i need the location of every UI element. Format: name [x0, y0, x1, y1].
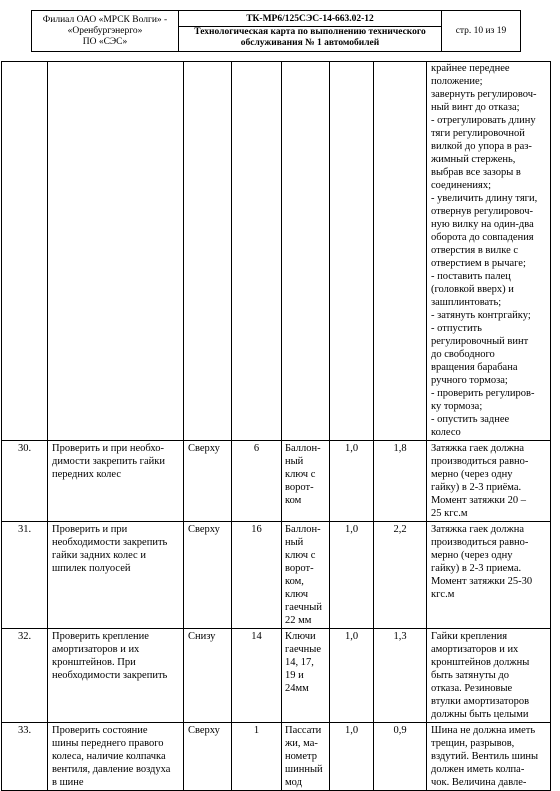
document-title-cell: [179, 11, 442, 52]
grade-cell: 1,0: [330, 723, 374, 791]
requirement-line: должен иметь колпа-: [431, 764, 525, 775]
tool-line: нометр: [285, 751, 317, 762]
requirement-line: трещин, разрывов,: [431, 738, 515, 749]
tool-line: гаечный: [285, 602, 322, 613]
tool-cell: [282, 522, 330, 629]
operation-line: Проверить и при необхо-: [52, 443, 164, 454]
organization-cell: [32, 11, 179, 52]
operation-cell: [48, 522, 184, 629]
requirement-line: амортизаторов и их: [431, 644, 519, 655]
requirement-line: Гайки крепления: [431, 631, 508, 642]
grade-cell: 1,0: [330, 522, 374, 629]
labor-cell: 0,9: [374, 723, 427, 791]
requirement-line: гайку) в 2-3 приёма.: [431, 482, 522, 493]
requirement-line: ручного тормоза;: [431, 375, 508, 386]
requirement-line: регулировочный винт: [431, 336, 529, 347]
requirement-line: отказа. Резиновые: [431, 683, 513, 694]
row-number: 32.: [2, 629, 48, 723]
tool-line: ком: [285, 495, 302, 506]
tool-line: ный: [285, 456, 304, 467]
grade-cell: 1,0: [330, 629, 374, 723]
continued-row: [2, 62, 551, 441]
count-cell: 6: [232, 441, 282, 522]
row-number: 31.: [2, 522, 48, 629]
operation-line: необходимости закрепить: [52, 670, 168, 681]
tool-line: Баллон-: [285, 524, 321, 535]
document-code: ТК-МР6/125СЭС-14-663.02-12: [179, 13, 441, 27]
requirement-line: производиться равно-: [431, 456, 529, 467]
tool-line: Пассати: [285, 725, 322, 736]
count-cell: 16: [232, 522, 282, 629]
requirement-line: соединениях;: [431, 180, 492, 191]
requirement-line: завернуть регулировоч-: [431, 89, 537, 100]
requirements-cell: [427, 629, 551, 723]
tool-line: мод: [285, 777, 302, 788]
requirement-line: чок. Величина давле-: [431, 777, 527, 788]
table-row: [2, 629, 551, 723]
requirement-line: отверстия в вилке с: [431, 245, 519, 256]
operation-line: колеса, наличие колпачка: [52, 751, 166, 762]
row-number: 30.: [2, 441, 48, 522]
tool-line: 19 и: [285, 670, 304, 681]
operation-line: передних колес: [52, 469, 122, 480]
requirement-line: зашплинтовать;: [431, 297, 502, 308]
operation-line: амортизаторов и их: [52, 644, 140, 655]
requirement-line: Момент затяжки 20 –: [431, 495, 527, 506]
requirement-line: быть затянуты до: [431, 670, 509, 681]
requirement-line: - увеличить длину тяги,: [431, 193, 538, 204]
operation-cell: [48, 723, 184, 791]
operation-line: в шине: [52, 777, 84, 788]
tool-line: Баллон-: [285, 443, 321, 454]
place-cell: Сверху: [184, 441, 232, 522]
operation-line: Проверить и при: [52, 524, 128, 535]
requirement-line: вращения барабана: [431, 362, 518, 373]
place-cell: Сверху: [184, 522, 232, 629]
requirement-line: (головкой вверх) и: [431, 284, 514, 295]
tool-line: ком,: [285, 576, 304, 587]
requirement-line: Шина не должна иметь: [431, 725, 536, 736]
place-cell: Сверху: [184, 723, 232, 791]
count-cell: 14: [232, 629, 282, 723]
requirement-line: выбрав все зазоры в: [431, 167, 521, 178]
requirement-line: - опустить заднее: [431, 414, 510, 425]
requirement-line: вздутий. Вентиль шины: [431, 751, 539, 762]
place-cell: Снизу: [184, 629, 232, 723]
requirement-line: ный винт до отказа;: [431, 102, 520, 113]
continued-requirements: [427, 62, 551, 441]
operation-cell: [48, 629, 184, 723]
requirement-line: - затянуть контргайку;: [431, 310, 531, 321]
requirement-line: колесо: [431, 427, 461, 438]
operation-line: шпилек полуосей: [52, 563, 131, 574]
requirement-line: до свободного: [431, 349, 495, 360]
requirement-line: Затяжка гаек должна: [431, 524, 524, 535]
document-header: [31, 10, 521, 52]
tool-line: ворот-: [285, 482, 314, 493]
tool-line: жи, ма-: [285, 738, 318, 749]
operation-line: необходимости закрепить: [52, 537, 168, 548]
document-title-line: обслуживания № 1 автомобилей: [240, 38, 380, 48]
procedure-table: [1, 61, 551, 791]
tool-cell: [282, 629, 330, 723]
requirement-line: - проверить регулиров-: [431, 388, 535, 399]
operation-line: шины переднего правого: [52, 738, 164, 749]
requirement-line: кронштейнов должны: [431, 657, 530, 668]
requirements-cell: [427, 441, 551, 522]
org-line: Филиал ОАО «МРСК Волги» -: [42, 14, 168, 25]
requirement-line: жимный стержень,: [431, 154, 516, 165]
labor-cell: 1,3: [374, 629, 427, 723]
tool-cell: [282, 441, 330, 522]
operation-cell: [48, 441, 184, 522]
requirement-line: гайку) в 2-3 приема.: [431, 563, 522, 574]
tool-line: ворот-: [285, 563, 314, 574]
table-row: [2, 441, 551, 522]
tool-line: Ключи: [285, 631, 316, 642]
tool-line: гаечные: [285, 644, 321, 655]
requirement-line: 25 кгс.м: [431, 508, 468, 519]
operation-line: кронштейнов. При: [52, 657, 136, 668]
requirement-line: отверстием в рычаге;: [431, 258, 526, 269]
document-title-line: Технологическая карта по выполнению технического: [194, 27, 426, 37]
requirement-line: втулки амортизаторов: [431, 696, 530, 707]
requirement-line: мерно (через одну: [431, 550, 513, 561]
requirement-line: ку тормоза;: [431, 401, 483, 412]
tool-line: ключ с: [285, 469, 316, 480]
labor-cell: 1,8: [374, 441, 427, 522]
requirement-line: производиться равно-: [431, 537, 529, 548]
requirement-line: - отрегулировать длину: [431, 115, 536, 126]
requirements-cell: [427, 522, 551, 629]
tool-line: ный: [285, 537, 304, 548]
requirements-cell: [427, 723, 551, 791]
requirement-line: тяги регулировочной: [431, 128, 525, 139]
requirement-line: крайнее переднее: [431, 63, 510, 74]
operation-line: Проверить состояние: [52, 725, 148, 736]
org-line: ПО «СЭС»: [82, 36, 128, 47]
operation-line: димости закрепить гайки: [52, 456, 165, 467]
tool-line: ключ с: [285, 550, 316, 561]
requirement-line: отвернув регулировоч-: [431, 206, 533, 217]
requirement-line: положение;: [431, 76, 483, 87]
count-cell: 1: [232, 723, 282, 791]
requirement-line: мерно (через одну: [431, 469, 513, 480]
tool-line: 14, 17,: [285, 657, 314, 668]
org-line: «Оренбургэнерго»: [67, 25, 143, 36]
table-row: [2, 723, 551, 791]
requirement-line: Затяжка гаек должна: [431, 443, 524, 454]
page-number: стр. 10 из 19: [442, 11, 521, 52]
tool-line: 24мм: [285, 683, 309, 694]
operation-line: гайки задних колес и: [52, 550, 146, 561]
requirement-line: Момент затяжки 25-30: [431, 576, 533, 587]
requirement-line: оборота до совпадения: [431, 232, 534, 243]
requirement-line: кгс.м: [431, 589, 455, 600]
tool-line: ключ: [285, 589, 309, 600]
grade-cell: 1,0: [330, 441, 374, 522]
operation-line: Проверить крепление: [52, 631, 149, 642]
tool-line: шинный: [285, 764, 323, 775]
labor-cell: 2,2: [374, 522, 427, 629]
tool-line: 22 мм: [285, 615, 312, 626]
requirement-line: ную вилку на один-два: [431, 219, 534, 230]
tool-cell: [282, 723, 330, 791]
requirement-line: вилкой до упора в раз-: [431, 141, 532, 152]
requirement-line: должны быть целыми: [431, 709, 529, 720]
requirement-line: - поставить палец: [431, 271, 511, 282]
table-row: [2, 522, 551, 629]
requirement-line: - отпустить: [431, 323, 482, 334]
row-number: 33.: [2, 723, 48, 791]
operation-line: вентиля, давление воздуха: [52, 764, 171, 775]
